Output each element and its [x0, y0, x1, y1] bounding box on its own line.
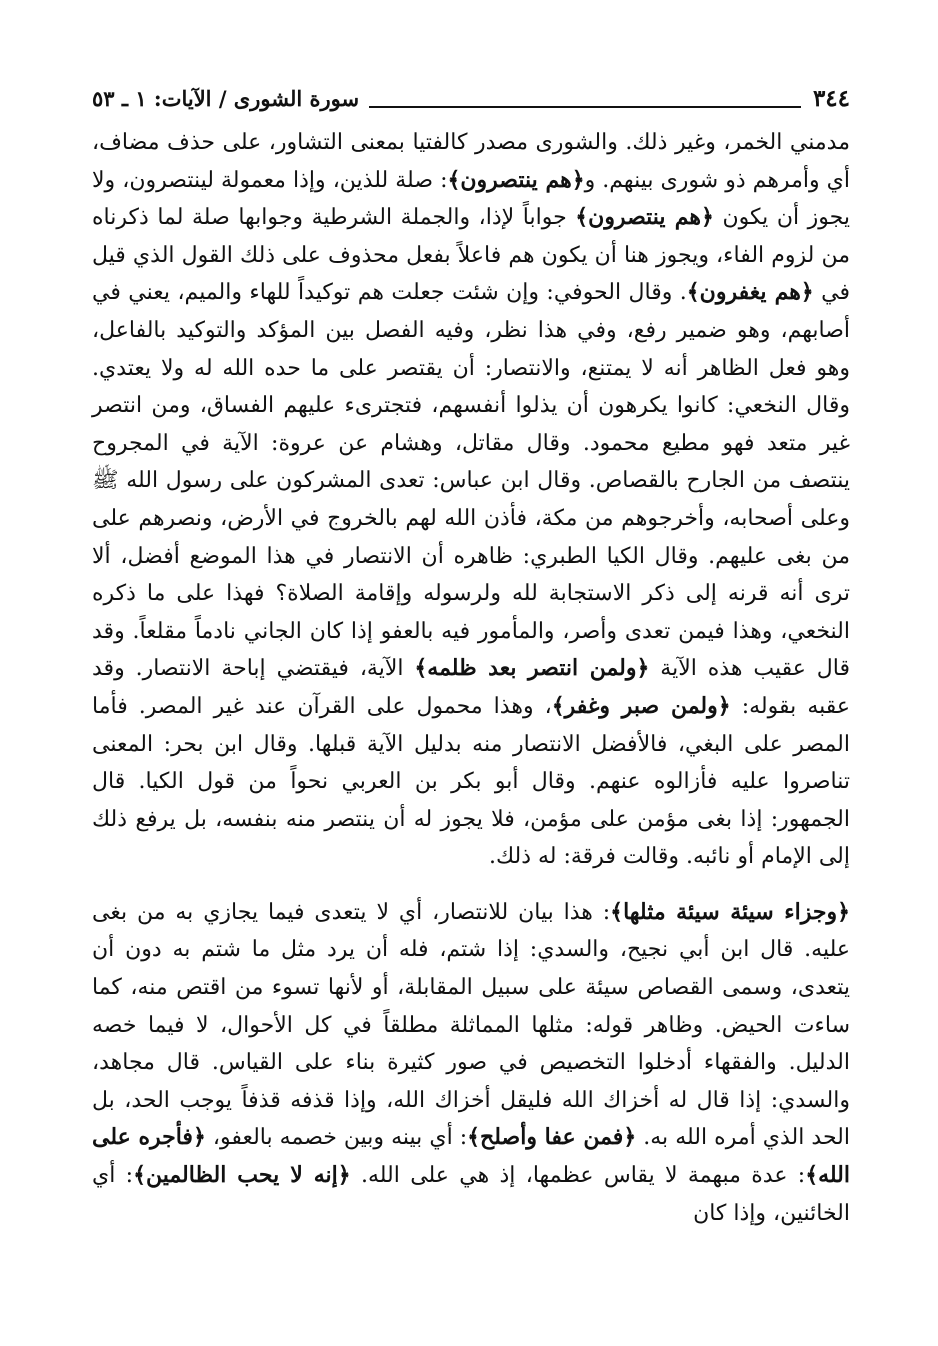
text-run: جواباً لإذا، والجملة الشرطية وجوابها صلة لما ذكرناه من لزوم الفاء، ويجوز هنا أن يكون هم فاعلاً بفعل محذوف على ذلك القول الذي قيل في [92, 205, 850, 306]
text-run: : أي الخائنين، وإذا كان [92, 1163, 850, 1226]
text-run: ، وهذا محمول على القرآن عند غير المصر. فأما المصر على البغي، فالأفضل الانتصار منه بدليل الآية قبلها. وقال ابن بحر: المعنى تناصروا عليه فأزالوه عنهم. وقال أبو بكر بن العربي نحواً من قول الكيا. قال الجمهور: إذا بغى مؤمن على مؤمن، فلا يجوز له أن ينتصر منه بنفسه، بل يرفع ذلك إلى الإمام أو نائبه. وقالت فرقة: له ذلك. [92, 693, 850, 870]
paragraph-1 [92, 124, 850, 876]
main-text [92, 124, 850, 1232]
page-number: ٣٤٤ [812, 85, 850, 112]
text-run: : صلة للذين، وإذا معمولة لينتصرون، ولا يجوز أن يكون [92, 167, 850, 231]
text-run: . وقال الحوفي: وإن شئت جعلت هم توكيداً للهاء والميم، يعني في أصابهم، وهو ضمير رفع، وفي هذا نظر، وفيه الفصل بين المؤكد والتوكيد بالفاعل، وهو فعل الظاهر أنه لا يمتنع، والانتصار: أن يقتصر على ما حده الله له ولا يعتدي. وقال النخعي: كانوا يكرهون أن يذلوا أنفسهم، فتجترىء عليهم الفساق، ومن انتصر غير متعد فهو مطيع محمود. وقال مقاتل، وهشام عن عروة: الآية في المجروح ينتصف من الجارح بالقصاص. وقال ابن عباس: تعدى المشركون على رسول الله ﷺ وعلى أصحابه، وأخرجوهم من مكة، فأذن الله لهم بالخروج في الأرض، ونصرهم على من بغى عليهم. وقال الكيا الطبري: ظاهره أن الانتصار في هذا الموضع أفضل، ألا ترى أنه قرنه إلى ذكر الاستجابة لله ولرسوله وإقامة الصلاة؟ فهذا على ما ذكره النخعي، وهذا فيمن تعدى وأصر، والمأمور فيه بالعفو إذا كان الجاني نادماً مقلعاً. وقد قال عقيب هذه الآية [92, 280, 850, 682]
quran-quote: ﴿فأجره على الله﴾ [92, 1124, 850, 1189]
quran-quote: ﴿فمن عفا وأصلح﴾ [467, 1124, 637, 1151]
text-run: : عدة مبهمة لا يقاس عظمها، إذ هي على الله. [350, 1163, 806, 1189]
text-run: : أي بينه وبين خصمه بالعفو، [205, 1125, 468, 1151]
text-run: مدمني الخمر، وغير ذلك. والشورى مصدر كالفتيا بمعنى التشاور، على حذف مضاف، أي وأمرهم ذو شورى بينهم. و [92, 130, 850, 193]
quran-quote: ﴿ولمن صبر وغفر﴾ [551, 692, 731, 719]
text-run: الآية، فيقتضي إباحة الانتصار. وقد عقبه بقوله: [92, 656, 851, 719]
quran-quote: ﴿وجزاء سيئة سيئة مثلها﴾ [610, 898, 851, 925]
quran-quote: ﴿هم ينتصرون﴾ [447, 166, 585, 193]
quran-quote: ﴿ولمن انتصر بعد ظلمه﴾ [414, 655, 650, 682]
paragraph-2 [92, 894, 850, 1232]
page-header [92, 80, 850, 114]
quran-quote: ﴿إنه لا يحب الظالمين﴾ [133, 1162, 351, 1189]
running-title: سورة الشورى / الآيات: ١ ـ ٥٣ [92, 86, 360, 111]
text-run: : هذا بيان للانتصار، أي لا يتعدى فيما يجازي به من بغى عليه. قال ابن أبي نجيح، والسدي: إذا شتم، فله أن يرد مثل ما شتم به دون أن يتعدى، وسمى القصاص سيئة على سبيل المقابلة، أو لأنها تسوء من اقتص منه، كما ساءت الحيض. وظاهر قوله: مثلها المماثلة مطلقاً في كل الأحوال، لا فيما خصه الدليل. والفقهاء أدخلوا التخصيص في صور كثيرة بناء على القياس. قال مجاهد، والسدي: إذا قال له أخزاك الله فليقل أخزاك الله، وإذا قذفه قذفاً يوجب الحد، بل الحد الذي أمره الله به. [92, 899, 850, 1151]
quran-quote: ﴿هم ينتصرون﴾ [575, 204, 714, 231]
quran-quote: ﴿هم يغفرون﴾ [686, 279, 814, 306]
header-rule [369, 106, 801, 108]
